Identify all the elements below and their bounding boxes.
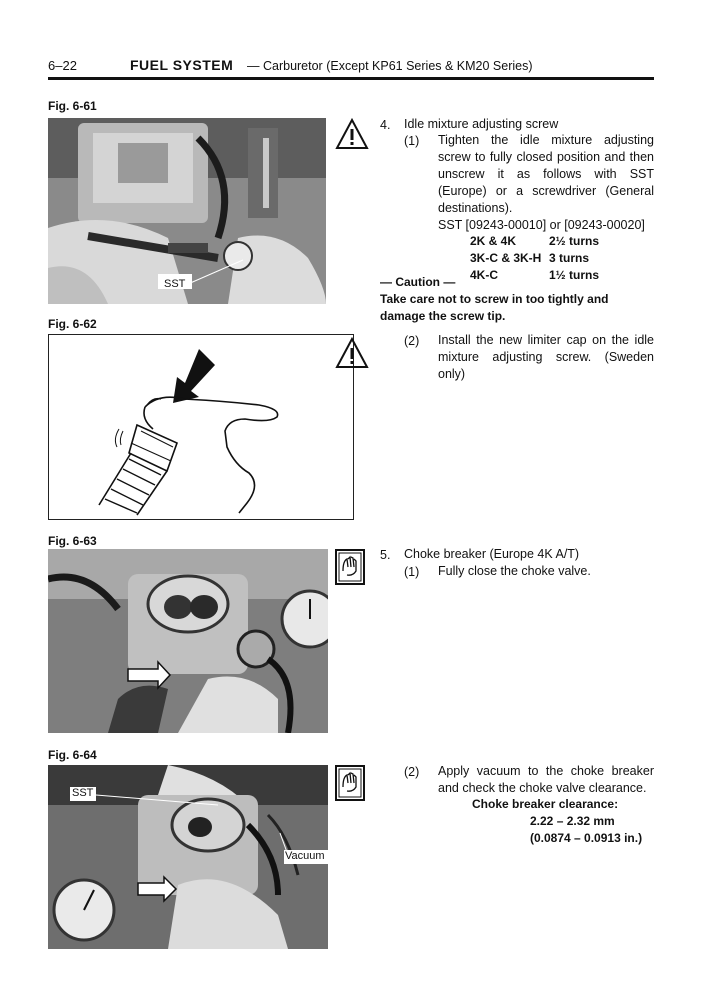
hand-operation-icon [335,549,365,585]
spec-engine: 3K-C & 3K-H [470,251,542,265]
warning-triangle-icon [335,337,369,369]
step-5-2-text: Apply vacuum to the choke breaker and check the choke valve clearance. [438,764,654,795]
section-subtitle: — Carburetor (Except KP61 Series & KM20 Series) [247,59,533,73]
fig-6-64-label: Fig. 6-64 [48,748,97,762]
fig-6-64-sst-callout: SST [72,787,94,799]
spec-turns: 1½ turns [549,268,600,282]
fig-6-61-sst-callout: SST [164,278,186,290]
hand-operation-icon [335,765,365,801]
step-4-title: Idle mixture adjusting screw [404,117,559,131]
step-5-1-text: Fully close the choke valve. [438,564,591,578]
section-title: FUEL SYSTEM [130,57,234,73]
step-4-1-number: (1) [404,134,420,148]
warning-triangle-icon [335,118,369,150]
step-5-2-number: (2) [404,765,420,779]
spec-engine: 2K & 4K [470,234,517,248]
fig-6-61-label: Fig. 6-61 [48,99,97,113]
choke-spec-mm: 2.22 – 2.32 mm [530,814,615,828]
fig-6-62-illustration [48,334,354,520]
page-number: 6–22 [48,58,77,73]
step-5-title: Choke breaker (Europe 4K A/T) [404,547,580,561]
fig-6-63-photo [48,549,328,733]
step-5-number: 5. [380,548,391,562]
choke-spec-in: (0.0874 – 0.0913 in.) [530,831,643,845]
fig-6-61-photo [48,118,326,304]
step-4-2-number: (2) [404,334,420,348]
step-4-1-text: Tighten the idle mixture adjusting screw to fully closed position and then unscrew it as follows with SST (Europe) or a screwdriver (General destinations). [438,133,654,215]
header-rule [48,77,654,80]
step-4-number: 4. [380,118,391,132]
fig-6-63-label: Fig. 6-63 [48,534,97,548]
caution-title: — Caution — [380,275,456,289]
sst-numbers: SST [09243-00010] or [09243-00020] [438,218,645,232]
step-4-2-text: Install the new limiter cap on the idle mixture adjusting screw. (Sweden only) [438,333,654,381]
choke-spec-title: Choke breaker clearance: [472,797,619,811]
caution-text: Take care not to screw in too tightly and damage the screw tip. [380,292,609,323]
spec-engine: 4K-C [470,268,499,282]
spec-turns: 2½ turns [549,234,600,248]
fig-6-64-vacuum-callout: Vacuum [285,850,325,862]
fig-6-62-label: Fig. 6-62 [48,317,97,331]
spec-turns: 3 turns [549,251,590,265]
step-5-1-number: (1) [404,565,420,579]
